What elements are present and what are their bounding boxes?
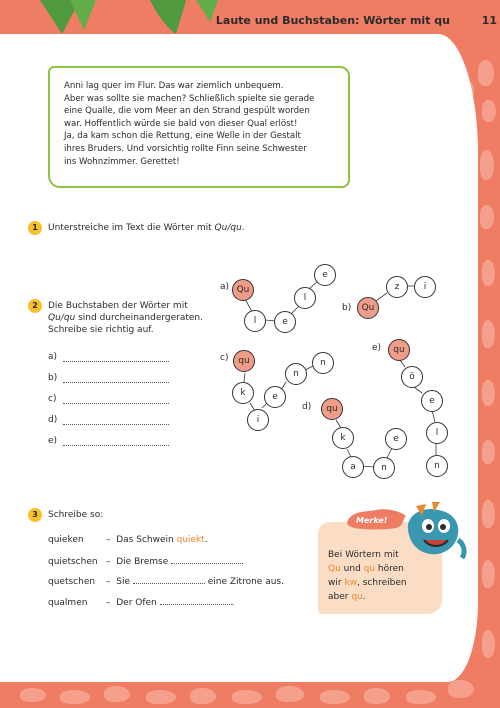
answer-label: a) [48,352,58,362]
task-1-end: . [241,223,245,233]
verb: quietschen [48,557,98,567]
chapter-title: Laute und Buchstaben: Wörter mit qu [215,14,450,27]
letter-bubble: l [426,422,448,444]
filled-answer: quiekt [176,535,205,545]
task-2-italic: Qu/qu [48,313,76,323]
merke-line-3 [328,576,438,590]
merke-line-4 [328,590,438,604]
letter-bubble: e [274,311,296,333]
letter-bubble: l [294,287,316,309]
sentence-end: . [241,557,245,567]
sentence-end: eine Zitrone aus. [207,577,284,587]
verb: qualmen [48,598,88,608]
answer-label: e) [48,436,58,446]
group-d-label: d) [302,402,312,412]
sentence-start: Das Schwein [116,535,174,545]
letter-bubble: qu [321,398,343,420]
answer-label: d) [48,415,58,425]
letter-bubble: n [285,363,307,385]
merke-und: und [340,564,364,574]
letter-bubble: n [373,457,395,479]
page-number: 11 [481,14,497,27]
dash: – [106,577,111,587]
letter-bubble: e [314,264,336,286]
merke-schreiben: , schreiben [357,578,407,588]
letter-bubble: e [264,386,286,408]
letter-bubble: i [247,409,269,431]
answer-blank[interactable] [133,575,205,584]
verb: quetschen [48,577,96,587]
merke-kw: kw [344,578,358,588]
letter-bubble: l [244,310,266,332]
task-1-badge: 1 [28,221,42,235]
group-a-label: a) [220,282,230,292]
dash: – [106,598,111,608]
letter-bubble: e [421,390,443,412]
letter-bubble: ö [401,366,423,388]
letter-bubble: i [414,276,436,298]
merke-aber: aber [328,592,352,602]
letter-bubble: e [385,428,407,450]
letter-bubble: k [332,427,354,449]
dash: – [106,557,111,567]
letter-bubble: k [232,382,254,404]
verb: quieken [48,535,84,545]
merke-tag-text: Merke! [356,516,388,525]
merke-dot: . [362,592,366,602]
exercise-row [48,575,284,587]
letter-bubble: z [386,276,408,298]
task-2-badge: 2 [28,299,42,313]
task-3-badge: 3 [28,508,42,522]
answer-label: b) [48,373,58,383]
letter-bubble: Qu [357,297,379,319]
letter-bubble: n [312,352,334,374]
merke-wir: wir [328,578,345,588]
merke-line-2 [328,562,438,576]
merke-line-1: Bei Wörtern mit [328,550,399,560]
group-b-label: b) [342,303,352,313]
merke-qu-upper: Qu [328,564,341,574]
exercise-row [48,555,244,567]
dash: – [106,535,111,545]
answer-label: c) [48,394,57,404]
group-c-label: c) [220,353,229,363]
answer-blank[interactable] [171,555,241,564]
merke-qu-lower: qu [363,564,376,574]
letter-bubble: qu [388,339,410,361]
letter-bubble: a [342,456,364,478]
task-2-line-1: Die Buchstaben der Wörter mit [48,301,188,311]
sentence-end: . [204,535,208,545]
merke-text [328,548,438,604]
letter-bubble: n [426,455,448,477]
merke-hoeren: hören [375,564,404,574]
task-3-instruction: Schreibe so: [48,510,104,520]
sentence-start: Sie [116,577,130,587]
group-e-label: e) [372,343,382,353]
task-2-line-3: Schreibe sie richtig auf. [48,325,154,335]
task-1-text: Unterstreiche im Text die Wörter mit [48,223,215,233]
task-2-line-2-rest: sind durcheinandergeraten. [75,313,203,323]
answer-blank[interactable] [160,596,232,605]
sentence-end: . [231,598,235,608]
exercise-row [48,596,235,608]
sentence-start: Die Bremse [116,557,169,567]
merke-qu-final: qu [351,592,363,602]
task-1-italic: Qu/qu [214,223,242,233]
story-text: Anni lag quer im Flur. Das war ziemlich unbequem. Aber was sollte sie machen? Schließlich spielte sie gerade eine Qualle, die vom Meer an den Strand gespült worden war. Hoffentlich würde sie bald von dieser Qual erlöst! Ja, da kam schon die Rettung, eine Welle in der Gestalt ihres Bruders. Und vorsichtig rollte Finn seine Schwester ins Wohnzimmer. Gerettet! [64,81,315,167]
letter-bubble: Qu [232,279,254,301]
sentence-start: Der Ofen [116,598,157,608]
example-row [48,535,208,545]
letter-bubble: qu [233,350,255,372]
